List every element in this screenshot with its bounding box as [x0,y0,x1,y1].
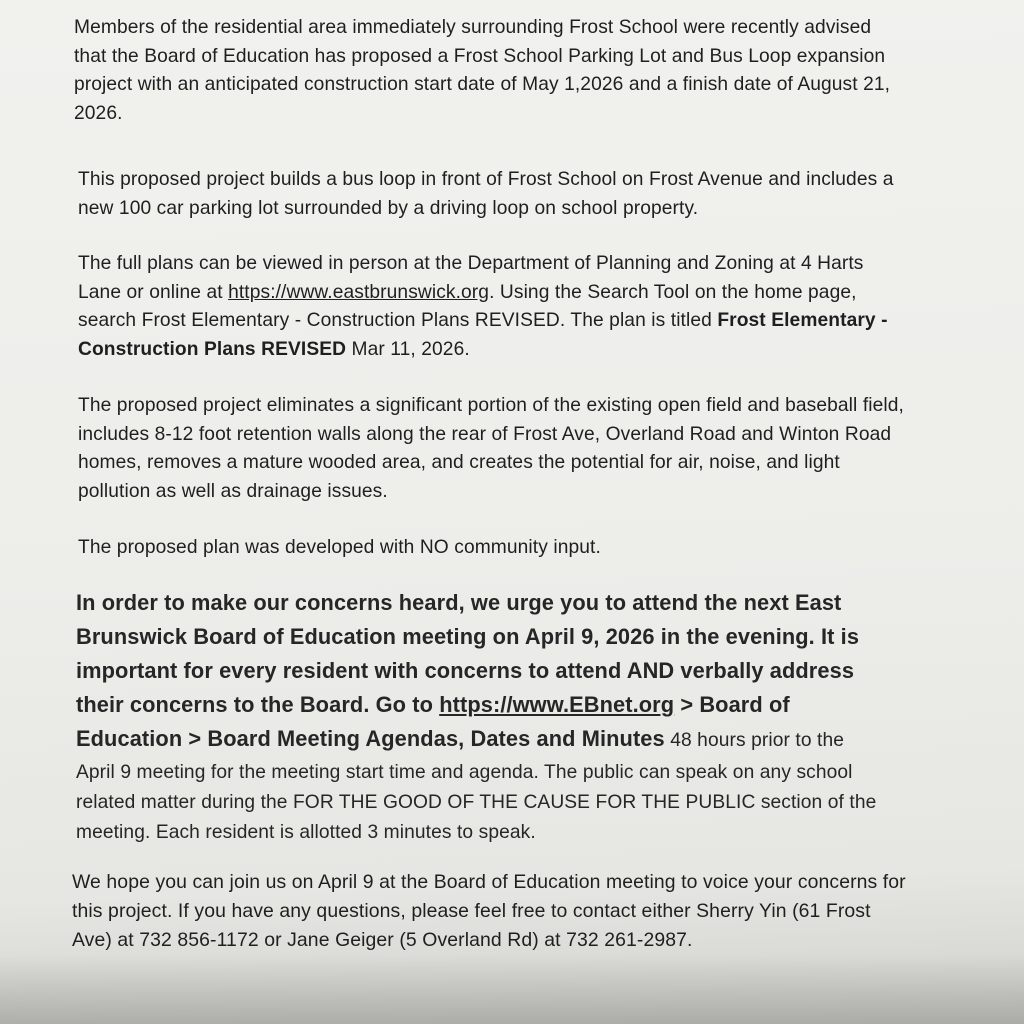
closing-line: We hope you can join us on April 9 at the Board of Education meeting to voice your concerns for [72,871,906,893]
call-line: Brunswick Board of Education meeting on April 9, 2026 in the evening. It is [76,624,860,649]
impact-line: homes, removes a mature wooded area, and creates the potential for air, noise, and light [78,452,840,474]
plans-line [78,307,888,336]
impact-line: The proposed project eliminates a significant portion of the existing open field and baseball field, [78,395,904,416]
ebnet-link[interactable]: https://www.EBnet.org [439,692,675,717]
plan-title-bold: Construction Plans REVISED [78,338,347,360]
call-text: 48 hours prior to the [664,730,845,751]
plans-line [78,336,470,365]
plan-title-bold: Frost Elementary - [717,310,888,332]
closing-line: Ave) at 732 856-1172 or Jane Geiger (5 Overland Rd) at 732 261-2987. [72,929,693,951]
call-line [76,688,790,722]
page-shadow [0,954,1024,1024]
project-line: This proposed project builds a bus loop in front of Frost School on Frost Avenue and includes a [78,169,894,190]
closing-paragraph [72,868,906,955]
intro-line: that the Board of Education has proposed a Frost School Parking Lot and Bus Loop expansion [74,45,886,67]
call-text: their concerns to the Board. Go to [76,692,440,717]
call-line: April 9 meeting for the meeting start time and agenda. The public can speak on any school [76,762,853,783]
call-line: related matter during the FOR THE GOOD OF THE CAUSE FOR THE PUBLIC section of the [76,792,877,813]
intro-line: Members of the residential area immediately surrounding Frost School were recently advised [74,17,872,38]
plans-line: The full plans can be viewed in person at the Department of Planning and Zoning at 4 Harts [78,253,864,274]
plans-text: . Using the Search Tool on the home page, [489,281,857,303]
closing-line: this project. If you have any questions, please feel free to contact either Sherry Yin (61 Frost [72,900,871,922]
call-text-bold: Education > Board Meeting Agendas, Dates and Minutes [76,726,665,751]
project-paragraph [78,166,894,223]
intro-line: 2026. [74,102,123,124]
call-line: In order to make our concerns heard, we urge you to attend the next East [76,590,842,615]
call-to-action-paragraph [76,586,876,848]
no-input-line: The proposed plan was developed with NO community input. [78,537,601,558]
impact-paragraph [78,392,904,506]
impact-line: pollution as well as drainage issues. [78,480,388,502]
plans-text: search Frost Elementary - Construction Plans REVISED. The plan is titled [78,310,718,332]
intro-line: project with an anticipated construction start date of May 1,2026 and a finish date of August 21, [74,74,891,96]
project-line: new 100 car parking lot surrounded by a driving loop on school property. [78,197,699,219]
plans-text: Lane or online at [78,281,229,303]
plans-text: Mar 11, 2026. [346,338,470,360]
call-line [76,722,844,758]
intro-paragraph [74,14,890,128]
plans-line [78,279,857,308]
plans-paragraph [78,250,888,364]
call-text: > Board of [674,692,790,717]
no-input-paragraph [78,534,601,563]
call-line: important for every resident with concerns to attend AND verbally address [76,658,855,683]
call-line: meeting. Each resident is allotted 3 minutes to speak. [76,822,536,843]
impact-line: includes 8-12 foot retention walls along the rear of Frost Ave, Overland Road and Winton Road [78,423,892,445]
eastbrunswick-link[interactable]: https://www.eastbrunswick.org [228,281,490,303]
